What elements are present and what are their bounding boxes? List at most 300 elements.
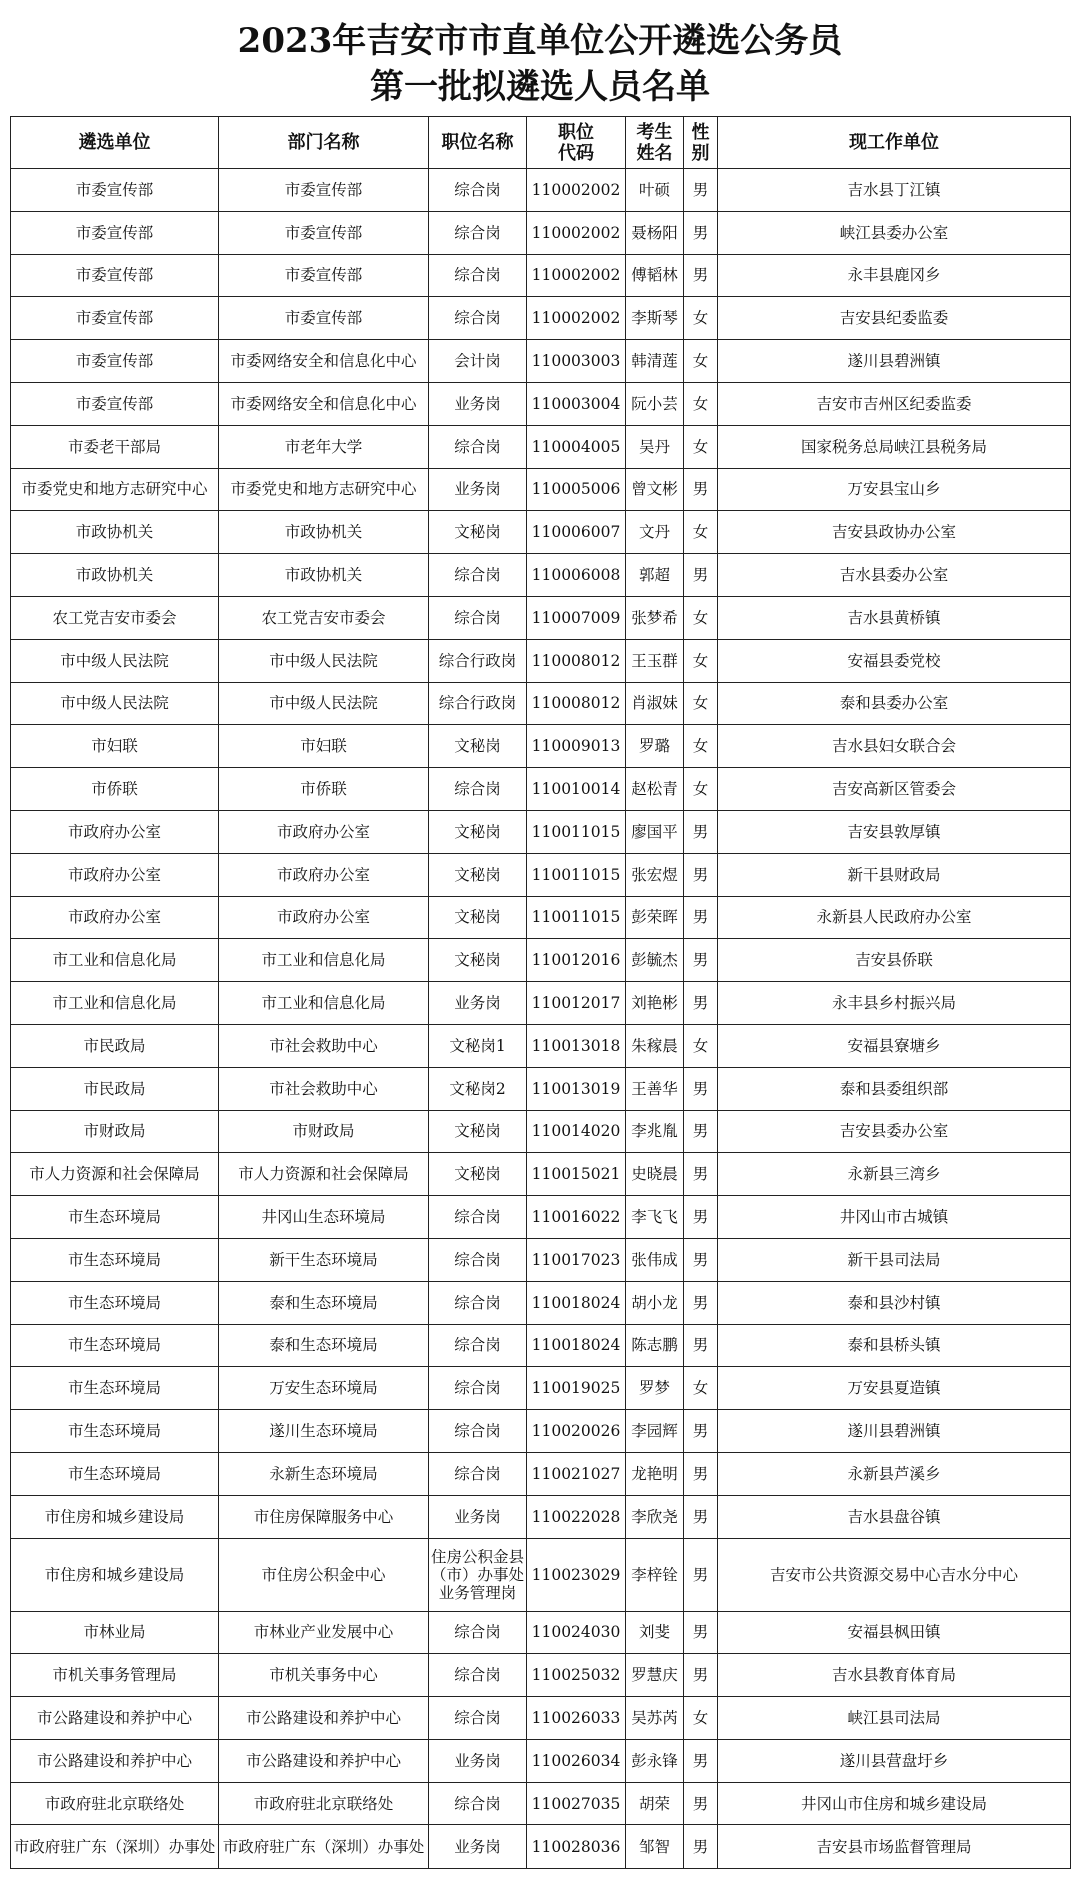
department-cell: 市委宣传部 <box>219 297 429 340</box>
position-cell: 综合行政岗 <box>429 682 527 725</box>
name-cell: 王玉群 <box>626 639 684 682</box>
unit-cell: 市林业局 <box>11 1611 219 1654</box>
table-row <box>11 211 1071 254</box>
department-cell: 市林业产业发展中心 <box>219 1611 429 1654</box>
table-row <box>11 853 1071 896</box>
name-cell: 阮小芸 <box>626 382 684 425</box>
code-cell: 110014020 <box>527 1110 626 1153</box>
position-cell: 综合岗 <box>429 768 527 811</box>
unit-cell: 市委宣传部 <box>11 382 219 425</box>
position-cell: 综合岗 <box>429 211 527 254</box>
position-cell: 综合岗 <box>429 1697 527 1740</box>
name-cell: 廖国平 <box>626 810 684 853</box>
table-row <box>11 1324 1071 1367</box>
unit-cell: 市生态环境局 <box>11 1410 219 1453</box>
workplace-cell: 永新县芦溪乡 <box>718 1452 1071 1495</box>
workplace-cell: 安福县委党校 <box>718 639 1071 682</box>
unit-cell: 市人力资源和社会保障局 <box>11 1153 219 1196</box>
name-cell: 吴丹 <box>626 425 684 468</box>
name-cell: 胡小龙 <box>626 1281 684 1324</box>
department-cell: 市机关事务中心 <box>219 1654 429 1697</box>
name-cell: 胡荣 <box>626 1782 684 1825</box>
position-cell: 文秘岗2 <box>429 1067 527 1110</box>
name-cell: 彭永锋 <box>626 1739 684 1782</box>
name-cell: 王善华 <box>626 1067 684 1110</box>
table-row <box>11 382 1071 425</box>
table-row <box>11 468 1071 511</box>
code-cell: 110005006 <box>527 468 626 511</box>
name-cell: 邹智 <box>626 1825 684 1869</box>
position-cell: 住房公积金县（市）办事处业务管理岗 <box>429 1538 527 1611</box>
table-row <box>11 939 1071 982</box>
workplace-cell: 吉水县盘谷镇 <box>718 1495 1071 1538</box>
table-row <box>11 169 1071 212</box>
workplace-cell: 永新县人民政府办公室 <box>718 896 1071 939</box>
unit-cell: 市政府办公室 <box>11 810 219 853</box>
name-cell: 李欣尧 <box>626 1495 684 1538</box>
code-cell: 110013018 <box>527 1024 626 1067</box>
position-cell: 综合岗 <box>429 169 527 212</box>
gender-cell: 女 <box>684 511 718 554</box>
header-cell: 遴选单位 <box>11 117 219 169</box>
gender-cell: 女 <box>684 725 718 768</box>
unit-cell: 市生态环境局 <box>11 1281 219 1324</box>
gender-cell: 女 <box>684 596 718 639</box>
table-row <box>11 1196 1071 1239</box>
position-cell: 文秘岗 <box>429 896 527 939</box>
gender-cell: 女 <box>684 639 718 682</box>
position-cell: 综合岗 <box>429 1410 527 1453</box>
code-cell: 110016022 <box>527 1196 626 1239</box>
unit-cell: 市公路建设和养护中心 <box>11 1697 219 1740</box>
unit-cell: 市政府驻北京联络处 <box>11 1782 219 1825</box>
table-row <box>11 1367 1071 1410</box>
workplace-cell: 井冈山市住房和城乡建设局 <box>718 1782 1071 1825</box>
position-cell: 会计岗 <box>429 340 527 383</box>
workplace-cell: 吉水县妇女联合会 <box>718 725 1071 768</box>
table-row <box>11 725 1071 768</box>
code-cell: 110028036 <box>527 1825 626 1869</box>
gender-cell: 男 <box>684 1739 718 1782</box>
department-cell: 泰和生态环境局 <box>219 1324 429 1367</box>
workplace-cell: 新干县财政局 <box>718 853 1071 896</box>
title-line-2: 第一批拟遴选人员名单 <box>370 67 710 107</box>
department-cell: 市妇联 <box>219 725 429 768</box>
name-cell: 李兆胤 <box>626 1110 684 1153</box>
name-cell: 李梓铨 <box>626 1538 684 1611</box>
unit-cell: 市生态环境局 <box>11 1238 219 1281</box>
gender-cell: 男 <box>684 1281 718 1324</box>
name-cell: 张宏煜 <box>626 853 684 896</box>
department-cell: 市委宣传部 <box>219 169 429 212</box>
unit-cell: 市政协机关 <box>11 554 219 597</box>
position-cell: 文秘岗 <box>429 810 527 853</box>
unit-cell: 市生态环境局 <box>11 1452 219 1495</box>
unit-cell: 市委宣传部 <box>11 211 219 254</box>
gender-cell: 男 <box>684 169 718 212</box>
table-row <box>11 1538 1071 1611</box>
workplace-cell: 吉安市吉州区纪委监委 <box>718 382 1071 425</box>
candidate-table <box>10 116 1071 1869</box>
name-cell: 吴苏芮 <box>626 1697 684 1740</box>
gender-cell: 女 <box>684 1367 718 1410</box>
name-cell: 文丹 <box>626 511 684 554</box>
gender-cell: 女 <box>684 1697 718 1740</box>
gender-cell: 男 <box>684 1110 718 1153</box>
department-cell: 市人力资源和社会保障局 <box>219 1153 429 1196</box>
code-cell: 110008012 <box>527 682 626 725</box>
code-cell: 110015021 <box>527 1153 626 1196</box>
position-cell: 综合行政岗 <box>429 639 527 682</box>
workplace-cell: 万安县宝山乡 <box>718 468 1071 511</box>
gender-cell: 男 <box>684 1196 718 1239</box>
gender-cell: 男 <box>684 853 718 896</box>
department-cell: 市政府办公室 <box>219 896 429 939</box>
gender-cell: 男 <box>684 468 718 511</box>
unit-cell: 市妇联 <box>11 725 219 768</box>
name-cell: 叶硕 <box>626 169 684 212</box>
department-cell: 市政府驻广东（深圳）办事处 <box>219 1825 429 1869</box>
department-cell: 市中级人民法院 <box>219 639 429 682</box>
workplace-cell: 吉安县敦厚镇 <box>718 810 1071 853</box>
position-cell: 业务岗 <box>429 1739 527 1782</box>
name-cell: 聂杨阳 <box>626 211 684 254</box>
position-cell: 综合岗 <box>429 425 527 468</box>
gender-cell: 男 <box>684 1611 718 1654</box>
unit-cell: 市政府驻广东（深圳）办事处 <box>11 1825 219 1869</box>
workplace-cell: 遂川县营盘圩乡 <box>718 1739 1071 1782</box>
department-cell: 市委党史和地方志研究中心 <box>219 468 429 511</box>
gender-cell: 男 <box>684 982 718 1025</box>
name-cell: 李园辉 <box>626 1410 684 1453</box>
name-cell: 曾文彬 <box>626 468 684 511</box>
table-row <box>11 1495 1071 1538</box>
workplace-cell: 泰和县桥头镇 <box>718 1324 1071 1367</box>
unit-cell: 农工党吉安市委会 <box>11 596 219 639</box>
name-cell: 彭荣晖 <box>626 896 684 939</box>
table-row <box>11 1611 1071 1654</box>
workplace-cell: 吉水县教育体育局 <box>718 1654 1071 1697</box>
code-cell: 110008012 <box>527 639 626 682</box>
name-cell: 张梦希 <box>626 596 684 639</box>
name-cell: 赵松青 <box>626 768 684 811</box>
code-cell: 110011015 <box>527 896 626 939</box>
code-cell: 110006007 <box>527 511 626 554</box>
gender-cell: 女 <box>684 425 718 468</box>
position-cell: 业务岗 <box>429 382 527 425</box>
name-cell: 韩清莲 <box>626 340 684 383</box>
position-cell: 文秘岗 <box>429 853 527 896</box>
code-cell: 110027035 <box>527 1782 626 1825</box>
header-cell: 现工作单位 <box>718 117 1071 169</box>
workplace-cell: 吉安县委办公室 <box>718 1110 1071 1153</box>
name-cell: 肖淑妹 <box>626 682 684 725</box>
header-cell: 性 别 <box>684 117 718 169</box>
name-cell: 郭超 <box>626 554 684 597</box>
name-cell: 史晓晨 <box>626 1153 684 1196</box>
position-cell: 综合岗 <box>429 1196 527 1239</box>
table-row <box>11 596 1071 639</box>
unit-cell: 市机关事务管理局 <box>11 1654 219 1697</box>
code-cell: 110026034 <box>527 1739 626 1782</box>
table-row <box>11 254 1071 297</box>
department-cell: 万安生态环境局 <box>219 1367 429 1410</box>
table-row <box>11 340 1071 383</box>
department-cell: 市侨联 <box>219 768 429 811</box>
workplace-cell: 永新县三湾乡 <box>718 1153 1071 1196</box>
unit-cell: 市委宣传部 <box>11 340 219 383</box>
unit-cell: 市民政局 <box>11 1024 219 1067</box>
table-row <box>11 682 1071 725</box>
position-cell: 业务岗 <box>429 1825 527 1869</box>
code-cell: 110002002 <box>527 254 626 297</box>
department-cell: 市政府驻北京联络处 <box>219 1782 429 1825</box>
unit-cell: 市政府办公室 <box>11 853 219 896</box>
unit-cell: 市生态环境局 <box>11 1196 219 1239</box>
department-cell: 井冈山生态环境局 <box>219 1196 429 1239</box>
gender-cell: 男 <box>684 1324 718 1367</box>
name-cell: 龙艳明 <box>626 1452 684 1495</box>
department-cell: 市政府办公室 <box>219 810 429 853</box>
table-row <box>11 1782 1071 1825</box>
code-cell: 110003004 <box>527 382 626 425</box>
workplace-cell: 遂川县碧洲镇 <box>718 1410 1071 1453</box>
workplace-cell: 泰和县沙村镇 <box>718 1281 1071 1324</box>
department-cell: 市政府办公室 <box>219 853 429 896</box>
unit-cell: 市住房和城乡建设局 <box>11 1495 219 1538</box>
code-cell: 110003003 <box>527 340 626 383</box>
title-line-1: 2023年吉安市市直单位公开遴选公务员 <box>237 21 843 61</box>
table-row <box>11 554 1071 597</box>
department-cell: 永新生态环境局 <box>219 1452 429 1495</box>
code-cell: 110017023 <box>527 1238 626 1281</box>
department-cell: 市住房公积金中心 <box>219 1538 429 1611</box>
code-cell: 110002002 <box>527 297 626 340</box>
department-cell: 农工党吉安市委会 <box>219 596 429 639</box>
code-cell: 110010014 <box>527 768 626 811</box>
position-cell: 业务岗 <box>429 982 527 1025</box>
position-cell: 综合岗 <box>429 1611 527 1654</box>
code-cell: 110023029 <box>527 1538 626 1611</box>
gender-cell: 男 <box>684 1238 718 1281</box>
gender-cell: 男 <box>684 896 718 939</box>
name-cell: 罗梦 <box>626 1367 684 1410</box>
code-cell: 110012017 <box>527 982 626 1025</box>
name-cell: 张伟成 <box>626 1238 684 1281</box>
gender-cell: 男 <box>684 1654 718 1697</box>
code-cell: 110018024 <box>527 1281 626 1324</box>
header-cell: 考生 姓名 <box>626 117 684 169</box>
position-cell: 业务岗 <box>429 468 527 511</box>
table-row <box>11 1410 1071 1453</box>
position-cell: 综合岗 <box>429 1281 527 1324</box>
code-cell: 110002002 <box>527 169 626 212</box>
workplace-cell: 吉水县黄桥镇 <box>718 596 1071 639</box>
name-cell: 李飞飞 <box>626 1196 684 1239</box>
unit-cell: 市政协机关 <box>11 511 219 554</box>
name-cell: 陈志鹏 <box>626 1324 684 1367</box>
code-cell: 110026033 <box>527 1697 626 1740</box>
position-cell: 文秘岗 <box>429 725 527 768</box>
workplace-cell: 峡江县委办公室 <box>718 211 1071 254</box>
department-cell: 市委宣传部 <box>219 211 429 254</box>
department-cell: 市委网络安全和信息化中心 <box>219 340 429 383</box>
code-cell: 110022028 <box>527 1495 626 1538</box>
department-cell: 市工业和信息化局 <box>219 982 429 1025</box>
code-cell: 110004005 <box>527 425 626 468</box>
code-cell: 110011015 <box>527 810 626 853</box>
workplace-cell: 吉安县市场监督管理局 <box>718 1825 1071 1869</box>
workplace-cell: 吉安市公共资源交易中心吉水分中心 <box>718 1538 1071 1611</box>
department-cell: 市中级人民法院 <box>219 682 429 725</box>
gender-cell: 男 <box>684 1782 718 1825</box>
position-cell: 文秘岗 <box>429 511 527 554</box>
unit-cell: 市生态环境局 <box>11 1367 219 1410</box>
workplace-cell: 安福县寮塘乡 <box>718 1024 1071 1067</box>
gender-cell: 男 <box>684 810 718 853</box>
code-cell: 110007009 <box>527 596 626 639</box>
position-cell: 综合岗 <box>429 1324 527 1367</box>
position-cell: 综合岗 <box>429 554 527 597</box>
name-cell: 彭毓杰 <box>626 939 684 982</box>
department-cell: 市工业和信息化局 <box>219 939 429 982</box>
department-cell: 市住房保障服务中心 <box>219 1495 429 1538</box>
unit-cell: 市侨联 <box>11 768 219 811</box>
position-cell: 综合岗 <box>429 297 527 340</box>
unit-cell: 市工业和信息化局 <box>11 939 219 982</box>
workplace-cell: 泰和县委办公室 <box>718 682 1071 725</box>
table-row <box>11 1697 1071 1740</box>
position-cell: 综合岗 <box>429 1654 527 1697</box>
unit-cell: 市工业和信息化局 <box>11 982 219 1025</box>
header-cell: 职位名称 <box>429 117 527 169</box>
unit-cell: 市委宣传部 <box>11 169 219 212</box>
gender-cell: 女 <box>684 340 718 383</box>
gender-cell: 女 <box>684 768 718 811</box>
department-cell: 市财政局 <box>219 1110 429 1153</box>
gender-cell: 男 <box>684 1495 718 1538</box>
table-row <box>11 1067 1071 1110</box>
gender-cell: 女 <box>684 297 718 340</box>
gender-cell: 男 <box>684 939 718 982</box>
gender-cell: 男 <box>684 1153 718 1196</box>
workplace-cell: 新干县司法局 <box>718 1238 1071 1281</box>
gender-cell: 男 <box>684 554 718 597</box>
name-cell: 刘艳彬 <box>626 982 684 1025</box>
gender-cell: 男 <box>684 1067 718 1110</box>
table-row <box>11 1024 1071 1067</box>
workplace-cell: 峡江县司法局 <box>718 1697 1071 1740</box>
name-cell: 朱稼晨 <box>626 1024 684 1067</box>
code-cell: 110021027 <box>527 1452 626 1495</box>
table-body <box>11 169 1071 1869</box>
workplace-cell: 遂川县碧洲镇 <box>718 340 1071 383</box>
workplace-cell: 吉水县丁江镇 <box>718 169 1071 212</box>
gender-cell: 男 <box>684 1452 718 1495</box>
department-cell: 遂川生态环境局 <box>219 1410 429 1453</box>
workplace-cell: 吉安县侨联 <box>718 939 1071 982</box>
unit-cell: 市公路建设和养护中心 <box>11 1739 219 1782</box>
code-cell: 110006008 <box>527 554 626 597</box>
department-cell: 市公路建设和养护中心 <box>219 1697 429 1740</box>
table-row <box>11 1110 1071 1153</box>
header-row <box>11 117 1071 169</box>
unit-cell: 市委宣传部 <box>11 297 219 340</box>
table-row <box>11 1153 1071 1196</box>
workplace-cell: 万安县夏造镇 <box>718 1367 1071 1410</box>
unit-cell: 市委党史和地方志研究中心 <box>11 468 219 511</box>
header-cell: 部门名称 <box>219 117 429 169</box>
gender-cell: 男 <box>684 1825 718 1869</box>
unit-cell: 市财政局 <box>11 1110 219 1153</box>
table-row <box>11 896 1071 939</box>
table-row <box>11 1654 1071 1697</box>
unit-cell: 市委宣传部 <box>11 254 219 297</box>
gender-cell: 女 <box>684 382 718 425</box>
position-cell: 综合岗 <box>429 1238 527 1281</box>
department-cell: 市政协机关 <box>219 511 429 554</box>
gender-cell: 女 <box>684 1024 718 1067</box>
unit-cell: 市中级人民法院 <box>11 682 219 725</box>
table-row <box>11 511 1071 554</box>
workplace-cell: 吉水县委办公室 <box>718 554 1071 597</box>
table-row <box>11 810 1071 853</box>
position-cell: 文秘岗 <box>429 939 527 982</box>
unit-cell: 市生态环境局 <box>11 1324 219 1367</box>
department-cell: 泰和生态环境局 <box>219 1281 429 1324</box>
table-row <box>11 1739 1071 1782</box>
position-cell: 综合岗 <box>429 1367 527 1410</box>
table-row <box>11 297 1071 340</box>
workplace-cell: 吉安县政协办公室 <box>718 511 1071 554</box>
position-cell: 综合岗 <box>429 1452 527 1495</box>
workplace-cell: 井冈山市古城镇 <box>718 1196 1071 1239</box>
position-cell: 业务岗 <box>429 1495 527 1538</box>
table-row <box>11 1281 1071 1324</box>
name-cell: 刘斐 <box>626 1611 684 1654</box>
department-cell: 市委宣传部 <box>219 254 429 297</box>
name-cell: 李斯琴 <box>626 297 684 340</box>
workplace-cell: 国家税务总局峡江县税务局 <box>718 425 1071 468</box>
code-cell: 110013019 <box>527 1067 626 1110</box>
position-cell: 综合岗 <box>429 1782 527 1825</box>
unit-cell: 市政府办公室 <box>11 896 219 939</box>
code-cell: 110025032 <box>527 1654 626 1697</box>
name-cell: 罗璐 <box>626 725 684 768</box>
code-cell: 110018024 <box>527 1324 626 1367</box>
gender-cell: 男 <box>684 1410 718 1453</box>
table-row <box>11 425 1071 468</box>
position-cell: 综合岗 <box>429 254 527 297</box>
name-cell: 罗慧庆 <box>626 1654 684 1697</box>
gender-cell: 男 <box>684 254 718 297</box>
table-row <box>11 639 1071 682</box>
workplace-cell: 安福县枫田镇 <box>718 1611 1071 1654</box>
table-row <box>11 1825 1071 1869</box>
unit-cell: 市中级人民法院 <box>11 639 219 682</box>
department-cell: 市社会救助中心 <box>219 1067 429 1110</box>
position-cell: 文秘岗 <box>429 1110 527 1153</box>
workplace-cell: 泰和县委组织部 <box>718 1067 1071 1110</box>
department-cell: 市老年大学 <box>219 425 429 468</box>
table-row <box>11 768 1071 811</box>
position-cell: 文秘岗 <box>429 1153 527 1196</box>
gender-cell: 男 <box>684 1538 718 1611</box>
position-cell: 综合岗 <box>429 596 527 639</box>
code-cell: 110012016 <box>527 939 626 982</box>
code-cell: 110009013 <box>527 725 626 768</box>
unit-cell: 市委老干部局 <box>11 425 219 468</box>
